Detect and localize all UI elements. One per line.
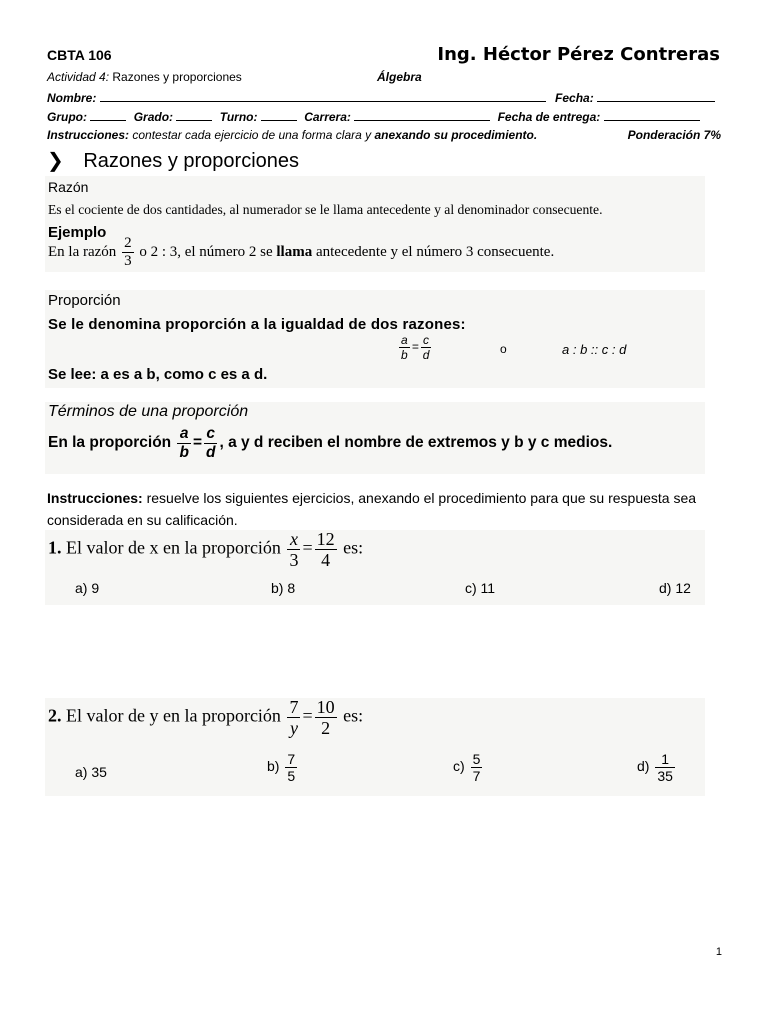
section-title-row [47, 148, 299, 173]
razon-panel [45, 176, 705, 272]
question-1-text: 1. El valor de x en la proporción $\frac{x}{3}$ = $\frac{12}{4}$ es: [48, 529, 364, 570]
proporcion-or: o [500, 342, 507, 356]
terminos-title: Términos de una proporción [48, 403, 249, 420]
question-1-option-b[interactable]: b) 8 [271, 580, 296, 596]
razon-definition: Es el cociente de dos cantidades, al numerador se le llama antecedente y al denominador consecuente. [48, 202, 603, 217]
terminos-pre: En la proporción [48, 434, 172, 452]
ejemplo-mid: o 2 : 3, el número 2 se [135, 243, 277, 260]
nombre-field[interactable] [100, 90, 546, 102]
question-1-option-d[interactable]: d) 12 [659, 580, 691, 596]
razon-title: Razón [48, 179, 89, 195]
question-1-option-a[interactable]: a) 9 [75, 580, 100, 596]
ejemplo-fraction: $\frac{2}{3}$ [124, 235, 132, 269]
instructions-text: contestar cada ejercicio de una forma clara y [129, 128, 375, 142]
terminos-post: , a y d reciben el nombre de extremos y b y c medios. [219, 434, 613, 452]
teacher-name: Ing. Héctor Pérez Contreras [437, 44, 720, 65]
grupo-label: Grupo: [47, 110, 87, 124]
ejemplo-title: Ejemplo [48, 224, 107, 241]
group-row [47, 109, 700, 124]
proporcion-fraction-equation: $\frac{a}{b}$ = $\frac{c}{d}$ [401, 333, 430, 362]
proporcion-definition: Se le denomina proporción a la igualdad de dos razones: [48, 316, 466, 333]
question-1-frac-left: $\frac{x}{3}$ [289, 529, 299, 570]
grado-field[interactable] [176, 109, 212, 121]
ejemplo-post: antecedente y el número 3 consecuente. [312, 243, 555, 260]
ejemplo-text [48, 236, 554, 269]
exercise-instructions-text: resuelve los siguientes ejercicios, anexando el procedimiento para que su respuesta sea considerada en su calificación. [47, 490, 697, 528]
page-number: 1 [715, 946, 722, 958]
question-1-number: 1. [48, 537, 62, 558]
subject-label: Álgebra [377, 70, 422, 84]
question-1-suffix: es: [343, 537, 364, 558]
exercise-instructions-label: Instrucciones: [47, 490, 143, 506]
terminos-panel [45, 402, 705, 474]
activity-label: Actividad 4: [47, 70, 110, 84]
question-1-panel [45, 530, 705, 605]
carrera-field[interactable] [354, 109, 490, 121]
nombre-label: Nombre: [47, 91, 97, 105]
question-2-option-b[interactable]: b) $\frac{7}{5}$ [267, 751, 296, 784]
ejemplo-bold: llama [276, 243, 313, 260]
question-2-option-d[interactable]: d) $\frac{1}{35}$ [637, 751, 673, 784]
activity-row [47, 70, 422, 84]
question-2-text: 2. El valor de y en la proporción $\frac{7}{y}$ = $\frac{10}{2}$ es: [48, 697, 364, 738]
terminos-text: En la proporción $\frac{a}{b}$ = $\frac{c}{d}$ , a y d reciben el nombre de extremos y b y c medios. [48, 425, 613, 461]
instructions-label: Instrucciones: [47, 128, 130, 142]
terminos-frac-cd: $\frac{c}{d}$ [206, 425, 216, 461]
proporcion-colon-notation: a : b :: c : d [562, 342, 627, 357]
chevron-right-icon: ❯ [47, 150, 64, 172]
question-2-suffix: es: [343, 705, 364, 726]
turno-label: Turno: [219, 110, 258, 124]
grupo-field[interactable] [90, 109, 126, 121]
ejemplo-pre: En la razón [48, 243, 117, 260]
question-2-prompt: El valor de y en la proporción [66, 705, 281, 726]
entrega-field[interactable] [604, 109, 700, 121]
fecha-field[interactable] [597, 90, 715, 102]
grado-label: Grado: [133, 110, 174, 124]
instructions-bold: anexando su procedimiento. [374, 128, 538, 142]
question-1-prompt: El valor de x en la proporción [66, 537, 281, 558]
proporcion-title: Proporción [48, 292, 121, 309]
proporcion-panel [45, 290, 705, 388]
question-2-number: 2. [48, 705, 62, 726]
turno-field[interactable] [261, 109, 297, 121]
question-2-frac-right: $\frac{10}{2}$ [316, 697, 335, 738]
name-row [47, 90, 715, 105]
question-1-option-c[interactable]: c) 11 [465, 580, 496, 596]
exercise-instructions [47, 487, 727, 531]
carrera-label: Carrera: [304, 110, 351, 124]
instructions-row [47, 128, 721, 142]
fecha-label: Fecha: [555, 91, 594, 105]
question-1-frac-right: $\frac{12}{4}$ [316, 529, 335, 570]
terminos-frac-ab: $\frac{a}{b}$ [179, 425, 189, 461]
section-title: Razones y proporciones [83, 150, 300, 172]
ponderacion: Ponderación 7% [627, 128, 721, 142]
question-2-option-a[interactable]: a) 35 [75, 764, 107, 780]
question-2-panel [45, 698, 705, 796]
activity-title: Razones y proporciones [112, 70, 242, 84]
entrega-label: Fecha de entrega: [497, 110, 601, 124]
school-name: CBTA 106 [47, 47, 112, 63]
question-2-frac-left: $\frac{7}{y}$ [289, 697, 299, 738]
se-lee: Se lee: a es a b, como c es a d. [48, 366, 268, 383]
question-2-option-c[interactable]: c) $\frac{5}{7}$ [453, 751, 481, 784]
